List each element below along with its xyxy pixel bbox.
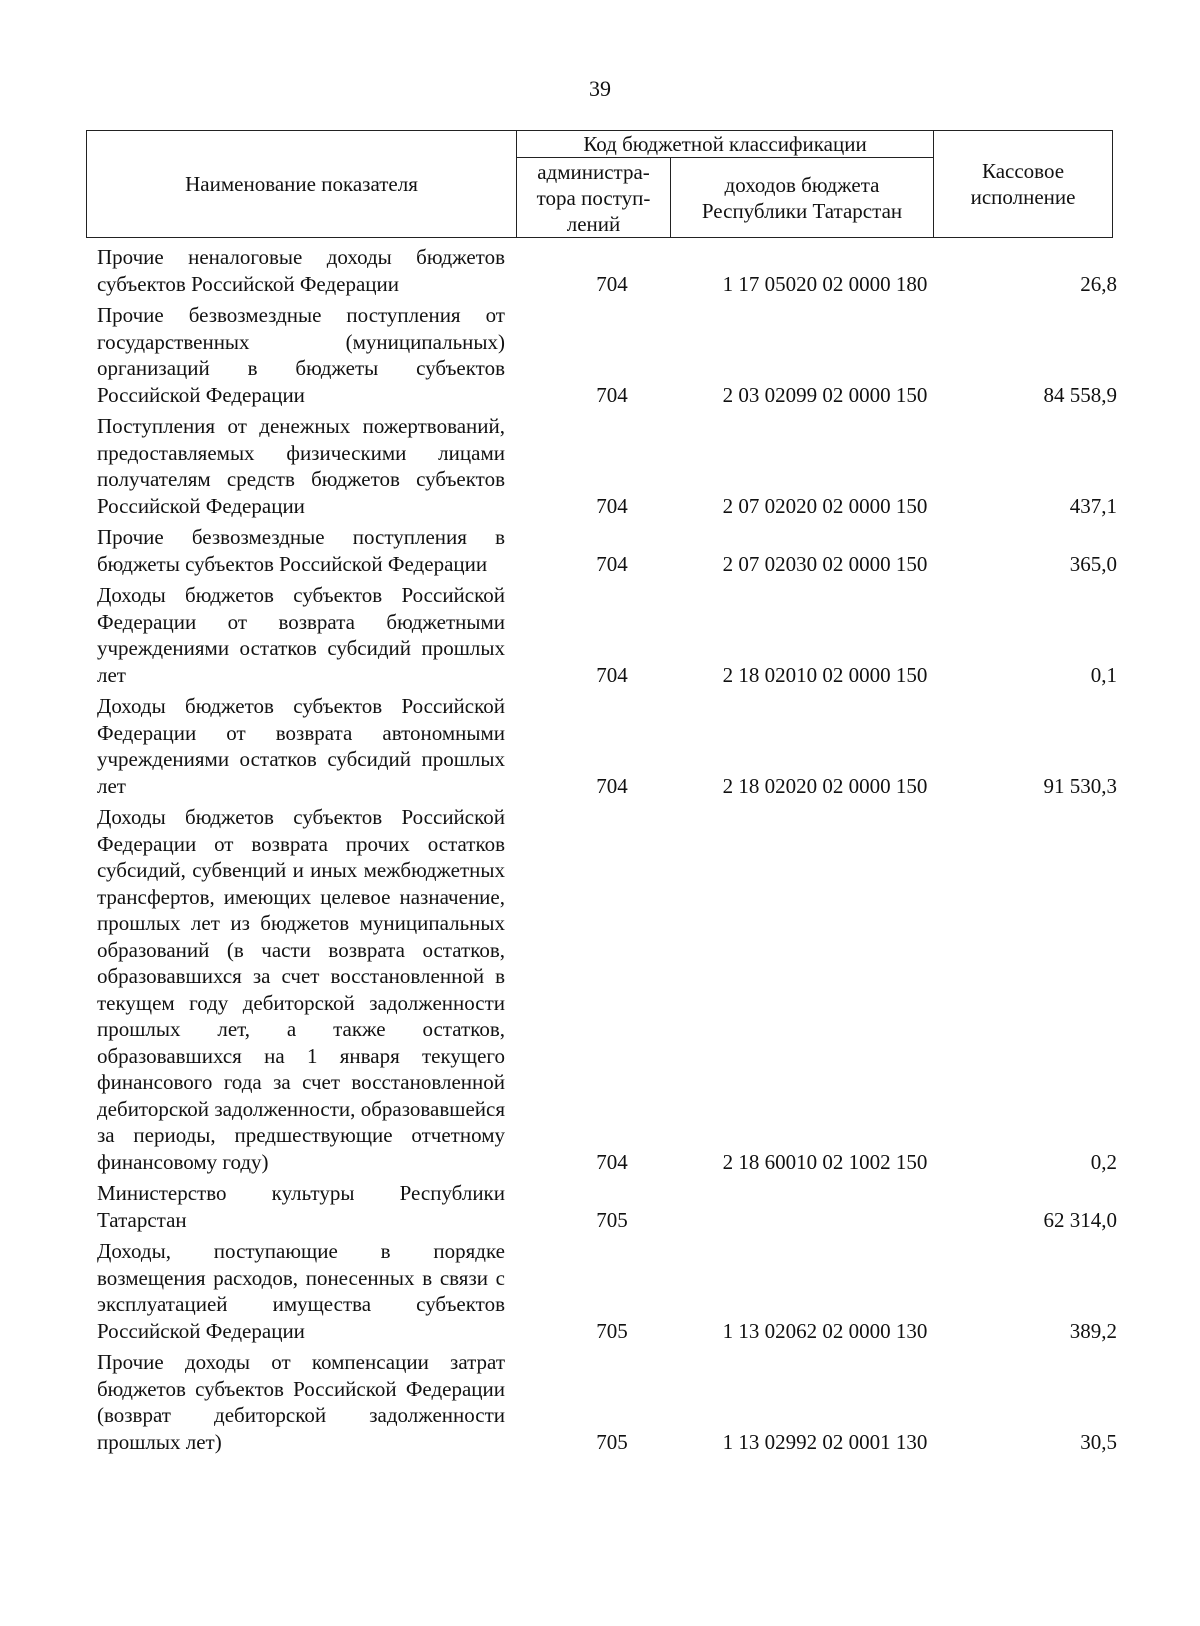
- row-admin-code: 704: [596, 271, 628, 296]
- row-name: Прочие безвозмездные поступления в бюджеты субъектов Российской Федерации: [97, 525, 505, 576]
- row-admin-code: 704: [596, 773, 628, 798]
- row-admin-code: 705: [596, 1429, 628, 1454]
- row-name: Поступления от денежных пожертвований, предоставляемых физическими лицами получателям средств бюджетов субъектов Российской Федерации: [97, 414, 505, 518]
- row-revenue-code: 2 18 02020 02 0000 150: [722, 773, 928, 798]
- table-body: [97, 244, 1127, 1460]
- table-row: [97, 804, 1127, 1175]
- row-revenue-code: 2 03 02099 02 0000 150: [722, 382, 928, 407]
- row-admin-code: 704: [596, 551, 628, 576]
- page-number: 39: [589, 76, 611, 101]
- row-admin-code: 704: [596, 662, 628, 687]
- row-name: Доходы бюджетов субъектов Российской Федерации от возврата автономными учреждениями остатков субсидий прошлых лет: [97, 694, 505, 798]
- row-amount: 30,5: [1080, 1429, 1117, 1454]
- row-amount: 389,2: [1069, 1318, 1117, 1343]
- row-revenue-code: 2 07 02020 02 0000 150: [722, 493, 928, 518]
- row-amount: 91 530,3: [1043, 773, 1117, 798]
- table-header: [86, 130, 1113, 238]
- row-revenue-code: 2 18 02010 02 0000 150: [722, 662, 928, 687]
- row-name: Доходы бюджетов субъектов Российской Федерации от возврата прочих остатков субсидий, субвенций и иных межбюджетных трансфертов, имеющих целевое назначение, прошлых лет из бюджетов муниципальных образований (в части возврата остатков, образовавшихся за счет восстановленной в текущем году дебиторской задолженности прошлых лет, а также остатков, образовавшихся на 1 января текущего финансового года за счет восстановленной дебиторской задолженности, образовавшейся за периоды, предшествующие отчетному финансовому году): [97, 805, 505, 1174]
- row-admin-code: 704: [596, 1149, 628, 1174]
- row-revenue-code: 1 13 02062 02 0000 130: [722, 1318, 928, 1343]
- row-admin-code: 705: [596, 1207, 628, 1232]
- row-name: Министерство культуры Республики Татарстан: [97, 1181, 505, 1232]
- header-code-group: Код бюджетной классификации: [517, 131, 934, 158]
- row-amount: 437,1: [1069, 493, 1117, 518]
- table-row: [97, 244, 1127, 297]
- row-name: Прочие безвозмездные поступления от государственных (муниципальных) организаций в бюджеты субъектов Российской Федерации: [97, 303, 505, 407]
- row-amount: 0,1: [1090, 662, 1117, 687]
- row-name: Доходы бюджетов субъектов Российской Федерации от возврата бюджетными учреждениями остатков субсидий прошлых лет: [97, 583, 505, 687]
- table-row: [97, 693, 1127, 799]
- row-amount: 62 314,0: [1043, 1207, 1117, 1232]
- row-revenue-code: 1 17 05020 02 0000 180: [722, 271, 928, 296]
- table-row: [97, 413, 1127, 519]
- header-admin-column: администра- тора поступ- лений: [517, 158, 671, 238]
- row-amount: 365,0: [1069, 551, 1117, 576]
- table-row: [97, 524, 1127, 577]
- row-name: Прочие неналоговые доходы бюджетов субъектов Российской Федерации: [97, 245, 505, 296]
- header-amount-column: Кассовое исполнение: [934, 131, 1113, 238]
- row-revenue-code: 2 18 60010 02 1002 150: [722, 1149, 928, 1174]
- row-admin-code: 704: [596, 493, 628, 518]
- row-amount: 84 558,9: [1043, 382, 1117, 407]
- row-admin-code: 704: [596, 382, 628, 407]
- header-revenue-column: доходов бюджета Республики Татарстан: [671, 158, 934, 238]
- row-name: Доходы, поступающие в порядке возмещения расходов, понесенных в связи с эксплуатацией имущества субъектов Российской Федерации: [97, 1239, 505, 1343]
- row-name: Прочие доходы от компенсации затрат бюджетов субъектов Российской Федерации (возврат дебиторской задолженности прошлых лет): [97, 1350, 505, 1454]
- row-revenue-code: 1 13 02992 02 0001 130: [722, 1429, 928, 1454]
- row-amount: 0,2: [1090, 1149, 1117, 1174]
- header-name-column: Наименование показателя: [87, 131, 517, 238]
- row-revenue-code: 2 07 02030 02 0000 150: [722, 551, 928, 576]
- table-row: [97, 1349, 1127, 1455]
- table-row: [97, 1180, 1127, 1233]
- row-amount: 26,8: [1080, 271, 1117, 296]
- row-admin-code: 705: [596, 1318, 628, 1343]
- table-row: [97, 1238, 1127, 1344]
- table-row: [97, 582, 1127, 688]
- table-row: [97, 302, 1127, 408]
